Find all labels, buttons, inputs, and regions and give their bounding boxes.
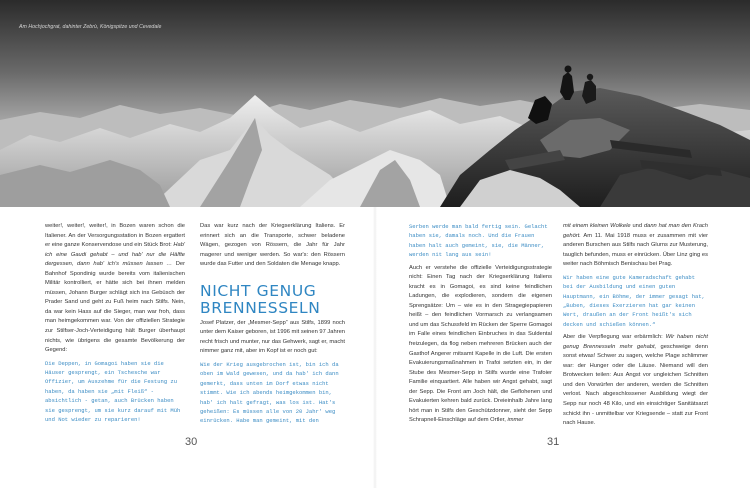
page-number-left: 30 [185, 436, 198, 448]
column-1 [45, 222, 185, 425]
page-gutter [373, 207, 377, 488]
paragraph: Das war kurz nach der Kriegserklärung Italiens. Er erinnert sich an die Transporte, schwer beladene Wägen, gezogen von Rössern, die Jahr für Jahr magerer und weniger werden. So war's: den Rössern wurde das Futter und den Soldaten die Menage knapp. [200, 223, 345, 268]
typed-quote: Die Deppen, in Gomagoi haben sie die Häuser gesprengt, ein Tschesche war Offizier, um Auszehme für die Festung zu haben, da haben sie „mit Fleiß“ - absichtlich - getan, auch Brücken haben sie gesprengt, um sie kurz darauf mit Müh und Not wieder zu reparieren! [45, 359, 181, 424]
typed-quote: Wie der Krieg ausgebrochen ist, bin ich da oben im Wald gewesen, und da hab' ich dann gemerkt, dass unten im Dorf etwas nicht stimmt. Wie ich abends heimgekommen bin, hab' ich halt gefragt, was los ist. Hat's geheißen: Es müssen alle von 20 Jahr' weg einrücken. Habe man gemeint, mit den [200, 360, 339, 425]
quote-italic: dann hat man den Krach gehört. [563, 223, 708, 239]
quote-italic: mit einem kleinen Wolkele [563, 223, 631, 229]
paragraph [45, 222, 185, 356]
mountain-photo [0, 0, 750, 207]
text: geschweige denn sonst etwas! Schwer zu sagen, welche Plage schlimmer war: der Hunger oder die Läuse. Niemand will den Brotwecken teilen: Aus Angst vor ungleichen Schnitten und den Vorwürfen der anderen, werden die Schnitten verlost. Nach abgeschlossener Ausbildung wiegt der Sepp nur noch 48 Kilo, und ein einsichtiger Sanitätsarzt schickt ihn - unmittelbar vor Kriegsende – statt zur Front nach Hause. [563, 343, 708, 427]
text: Der Bahnhof Spondinig wurde bereits vom italienischen Militär kontrolliert, er hätte sich bei ihnen melden müssen, Johann Burger schlägt sich ins Gebüsch der Prader Sand und geht zu Fuß heim nach Stilfs. Nein, da war kein Hass auf die Sieger, man war froh, dass man heimgekommen war. Von der offiziellen Strategie zur Stilfser-Joch-Verteidigung hält Burger überhaupt nichts, wie übrigens die gesamte Bevölkerung der Gegend: [45, 261, 185, 354]
quote-italic: Hab' ich eine Gaudi gehabt – und hab' nur die Hälfte dergessen, dann hab' ich's müssen lassen … [45, 242, 185, 268]
text: Aber die Verpflegung war erbärmlich: [563, 334, 663, 341]
column-4 [563, 222, 708, 429]
mountain-photo-icon [0, 0, 750, 207]
column-3 [409, 222, 552, 426]
typed-quote: Wir haben eine gute Kameradschaft gehabt bei der Ausbildung und einen guten Hauptmann, ein Böhme, der immer gesagt hat, „Buben, dieses Exerzieren hat gar keinen Wert, draußen an der Front heißt's sich decken und schießen können.“ [563, 273, 705, 328]
paragraph [409, 264, 552, 426]
text: Am 11. Mai 1918 muss er zusammen mit vier anderen Burschen aus Stilfs nach Glurns zur Musterung, tauglich befunden, muss er einrücken. Über Linz ging es weiter nach Böhmisch Benischau bei Prag. [563, 232, 709, 268]
paragraph [563, 333, 708, 428]
page-number-right: 31 [547, 436, 560, 448]
quote-italic: Wir haben nicht genug Brennesseln mehr gehabt, [563, 334, 708, 350]
paragraph: Josef Platzer, der „Mesmer-Sepp“ aus Stilfs, 1899 noch unter dem Kaiser geboren, ist 1996 mit seinen 97 Jahren recht frisch und munter, nur das Gehwerk, sagt er, macht nimmer ganz mit, aber im Kopf ist er noch gut: [200, 319, 345, 355]
text: Auch er verstehe die offizielle Verteidigungsstrategie nicht: Einen Tag nach der Kriegserklärung Italiens kracht es in Gomagoi, es sind keine feindlichen Ladungen, die explodieren, sondern die eigenen Sprengsätze: Um – wie es in den Stragegiepapieren heißt – den feindlichen Vormarsch zu verlangsamen und um das Schussfeld im Rücken der Sperre Gomagoi im Falle eines feindlichen Einbruches in das Suldental freizulegen, da flog neben mehreren Brücken auch der Gasthof Angerer mitsamt Kapelle in die Luft. Die ersten Evakuierungsmaßnahmen in Trafoi setzten ein, in der Stube des Mesmer-Sepp in Stilfs wurde eine Trafoier Familie einquartiert. Alle haben wir Angst gehabt, sagt der Sepp. Die Front am Joch hält, die Geflohenen und Evakuierten kehren bald zurück. Dreieinhalb Jahre lang hört man in Stilfs den Geschützdonner, sieht der Sepp Schrapnell-Einschläge auf dem Ortler, [409, 264, 552, 424]
photo-caption: Am Hochjochgrat, dahinter Zebrù, Königspitze und Cevedale [19, 24, 162, 30]
column-2 [200, 222, 345, 426]
quote-italic: immer [507, 417, 524, 424]
text: und [632, 223, 643, 229]
typed-quote: Serben werde man bald fertig sein. Gelacht haben sie, damals noch. Und die Frauen haben halt auch gemeint, sie, die Männer, werden nit lang aus sein! [409, 223, 548, 259]
paragraph [563, 222, 708, 270]
section-heading: NICHT GENUG BRENNESSELN [200, 281, 321, 317]
text: weiter!, weiter!, weiter!, in Bozen waren schon die Italiener. An der Versorgungsstation in Bozen ergattert er eine ganze Konservendose und ein Stück Brot: [45, 223, 185, 249]
